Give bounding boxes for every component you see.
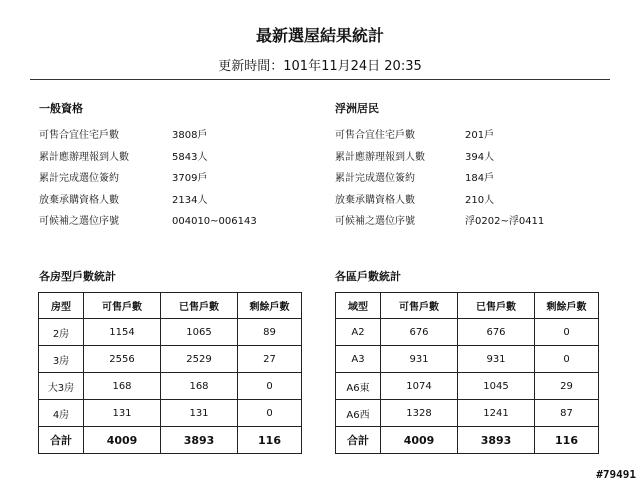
stat-label: 累計完成選位簽約	[335, 173, 415, 184]
table-cell: 27	[238, 346, 302, 373]
residents-stats	[335, 125, 605, 233]
table-cell: 168	[161, 373, 238, 400]
stat-label: 可售合宜住宅戶數	[39, 130, 119, 141]
stat-value: 浮0202~浮0411	[465, 216, 545, 227]
column-header: 已售戶數	[458, 293, 535, 319]
table-cell: 1328	[381, 400, 458, 427]
table-cell: 0	[238, 400, 302, 427]
general-section-title: 一般資格	[39, 102, 83, 115]
column-header: 已售戶數	[161, 293, 238, 319]
page-title: 最新選屋結果統計	[255, 26, 384, 45]
stat-value: 004010~006143	[172, 216, 257, 227]
stat-label: 可候補之選位序號	[39, 216, 119, 227]
table-row	[39, 319, 302, 346]
stat-row	[335, 168, 605, 190]
table-cell: 合計	[336, 427, 381, 454]
table-cell: A6西	[336, 400, 381, 427]
divider	[30, 79, 610, 80]
column-header: 可售戶數	[84, 293, 161, 319]
table-cell: A2	[336, 319, 381, 346]
stat-row	[335, 211, 605, 233]
table-cell: 0	[535, 346, 599, 373]
residents-section-title: 浮洲居民	[335, 102, 379, 115]
table-cell: 131	[161, 400, 238, 427]
area-table	[335, 292, 599, 454]
table-row	[336, 319, 599, 346]
table-cell: 3893	[161, 427, 238, 454]
stat-value: 201戶	[465, 130, 495, 141]
stat-row	[335, 125, 605, 147]
table-row	[39, 373, 302, 400]
stat-value: 210人	[465, 194, 495, 206]
stat-row	[335, 147, 605, 169]
stat-value: 3808戶	[172, 130, 208, 141]
table-total-row	[336, 427, 599, 454]
table-row	[336, 400, 599, 427]
table-row	[39, 400, 302, 427]
stat-label: 累計應辦理報到人數	[39, 151, 129, 163]
column-header: 剩餘戶數	[535, 293, 599, 319]
update-time: 更新時間：101年11月24日 20:35	[218, 59, 422, 74]
table-cell: 676	[458, 319, 535, 346]
table-cell: 0	[535, 319, 599, 346]
stat-row	[39, 147, 299, 169]
table-cell: 168	[84, 373, 161, 400]
table-header-row	[336, 293, 599, 319]
table-header-row	[39, 293, 302, 319]
stat-value: 3709戶	[172, 173, 208, 184]
stat-value: 2134人	[172, 194, 208, 206]
table-cell: 1045	[458, 373, 535, 400]
table-cell: 116	[535, 427, 599, 454]
stat-value: 184戶	[465, 173, 495, 184]
column-header: 剩餘戶數	[238, 293, 302, 319]
stat-label: 放棄承購資格人數	[39, 194, 119, 206]
stat-value: 5843人	[172, 151, 208, 163]
table-cell: 3893	[458, 427, 535, 454]
table-cell: 29	[535, 373, 599, 400]
general-stats	[39, 125, 299, 233]
table-cell: 4009	[381, 427, 458, 454]
type-table-title: 各房型戶數統計	[39, 270, 116, 283]
stat-row	[39, 125, 299, 147]
table-cell: 1074	[381, 373, 458, 400]
table-cell: 116	[238, 427, 302, 454]
stat-label: 累計完成選位簽約	[39, 173, 119, 184]
table-cell: 2529	[161, 346, 238, 373]
table-cell: 1154	[84, 319, 161, 346]
stat-row	[39, 168, 299, 190]
table-row	[39, 346, 302, 373]
table-cell: 4009	[84, 427, 161, 454]
area-table-title: 各區戶數統計	[335, 270, 401, 283]
table-row	[336, 346, 599, 373]
stat-value: 394人	[465, 151, 495, 163]
stat-label: 可候補之選位序號	[335, 216, 415, 227]
table-cell: 4房	[39, 400, 84, 427]
table-total-row	[39, 427, 302, 454]
watermark-id: #79491	[596, 468, 636, 481]
table-cell: 931	[458, 346, 535, 373]
stat-label: 可售合宜住宅戶數	[335, 130, 415, 141]
table-cell: 1241	[458, 400, 535, 427]
table-cell: 2556	[84, 346, 161, 373]
table-cell: 2房	[39, 319, 84, 346]
table-cell: 87	[535, 400, 599, 427]
table-cell: A3	[336, 346, 381, 373]
table-cell: 676	[381, 319, 458, 346]
type-table	[38, 292, 302, 454]
table-cell: 1065	[161, 319, 238, 346]
stat-label: 放棄承購資格人數	[335, 194, 415, 206]
stat-row	[39, 190, 299, 212]
table-cell: 大3房	[39, 373, 84, 400]
stat-row	[335, 190, 605, 212]
table-cell: 合計	[39, 427, 84, 454]
column-header: 房型	[39, 293, 84, 319]
table-cell: 931	[381, 346, 458, 373]
table-row	[336, 373, 599, 400]
stat-row	[39, 211, 299, 233]
table-cell: 0	[238, 373, 302, 400]
column-header: 可售戶數	[381, 293, 458, 319]
table-cell: 3房	[39, 346, 84, 373]
table-cell: 131	[84, 400, 161, 427]
stat-label: 累計應辦理報到人數	[335, 151, 425, 163]
column-header: 域型	[336, 293, 381, 319]
table-cell: 89	[238, 319, 302, 346]
table-cell: A6東	[336, 373, 381, 400]
